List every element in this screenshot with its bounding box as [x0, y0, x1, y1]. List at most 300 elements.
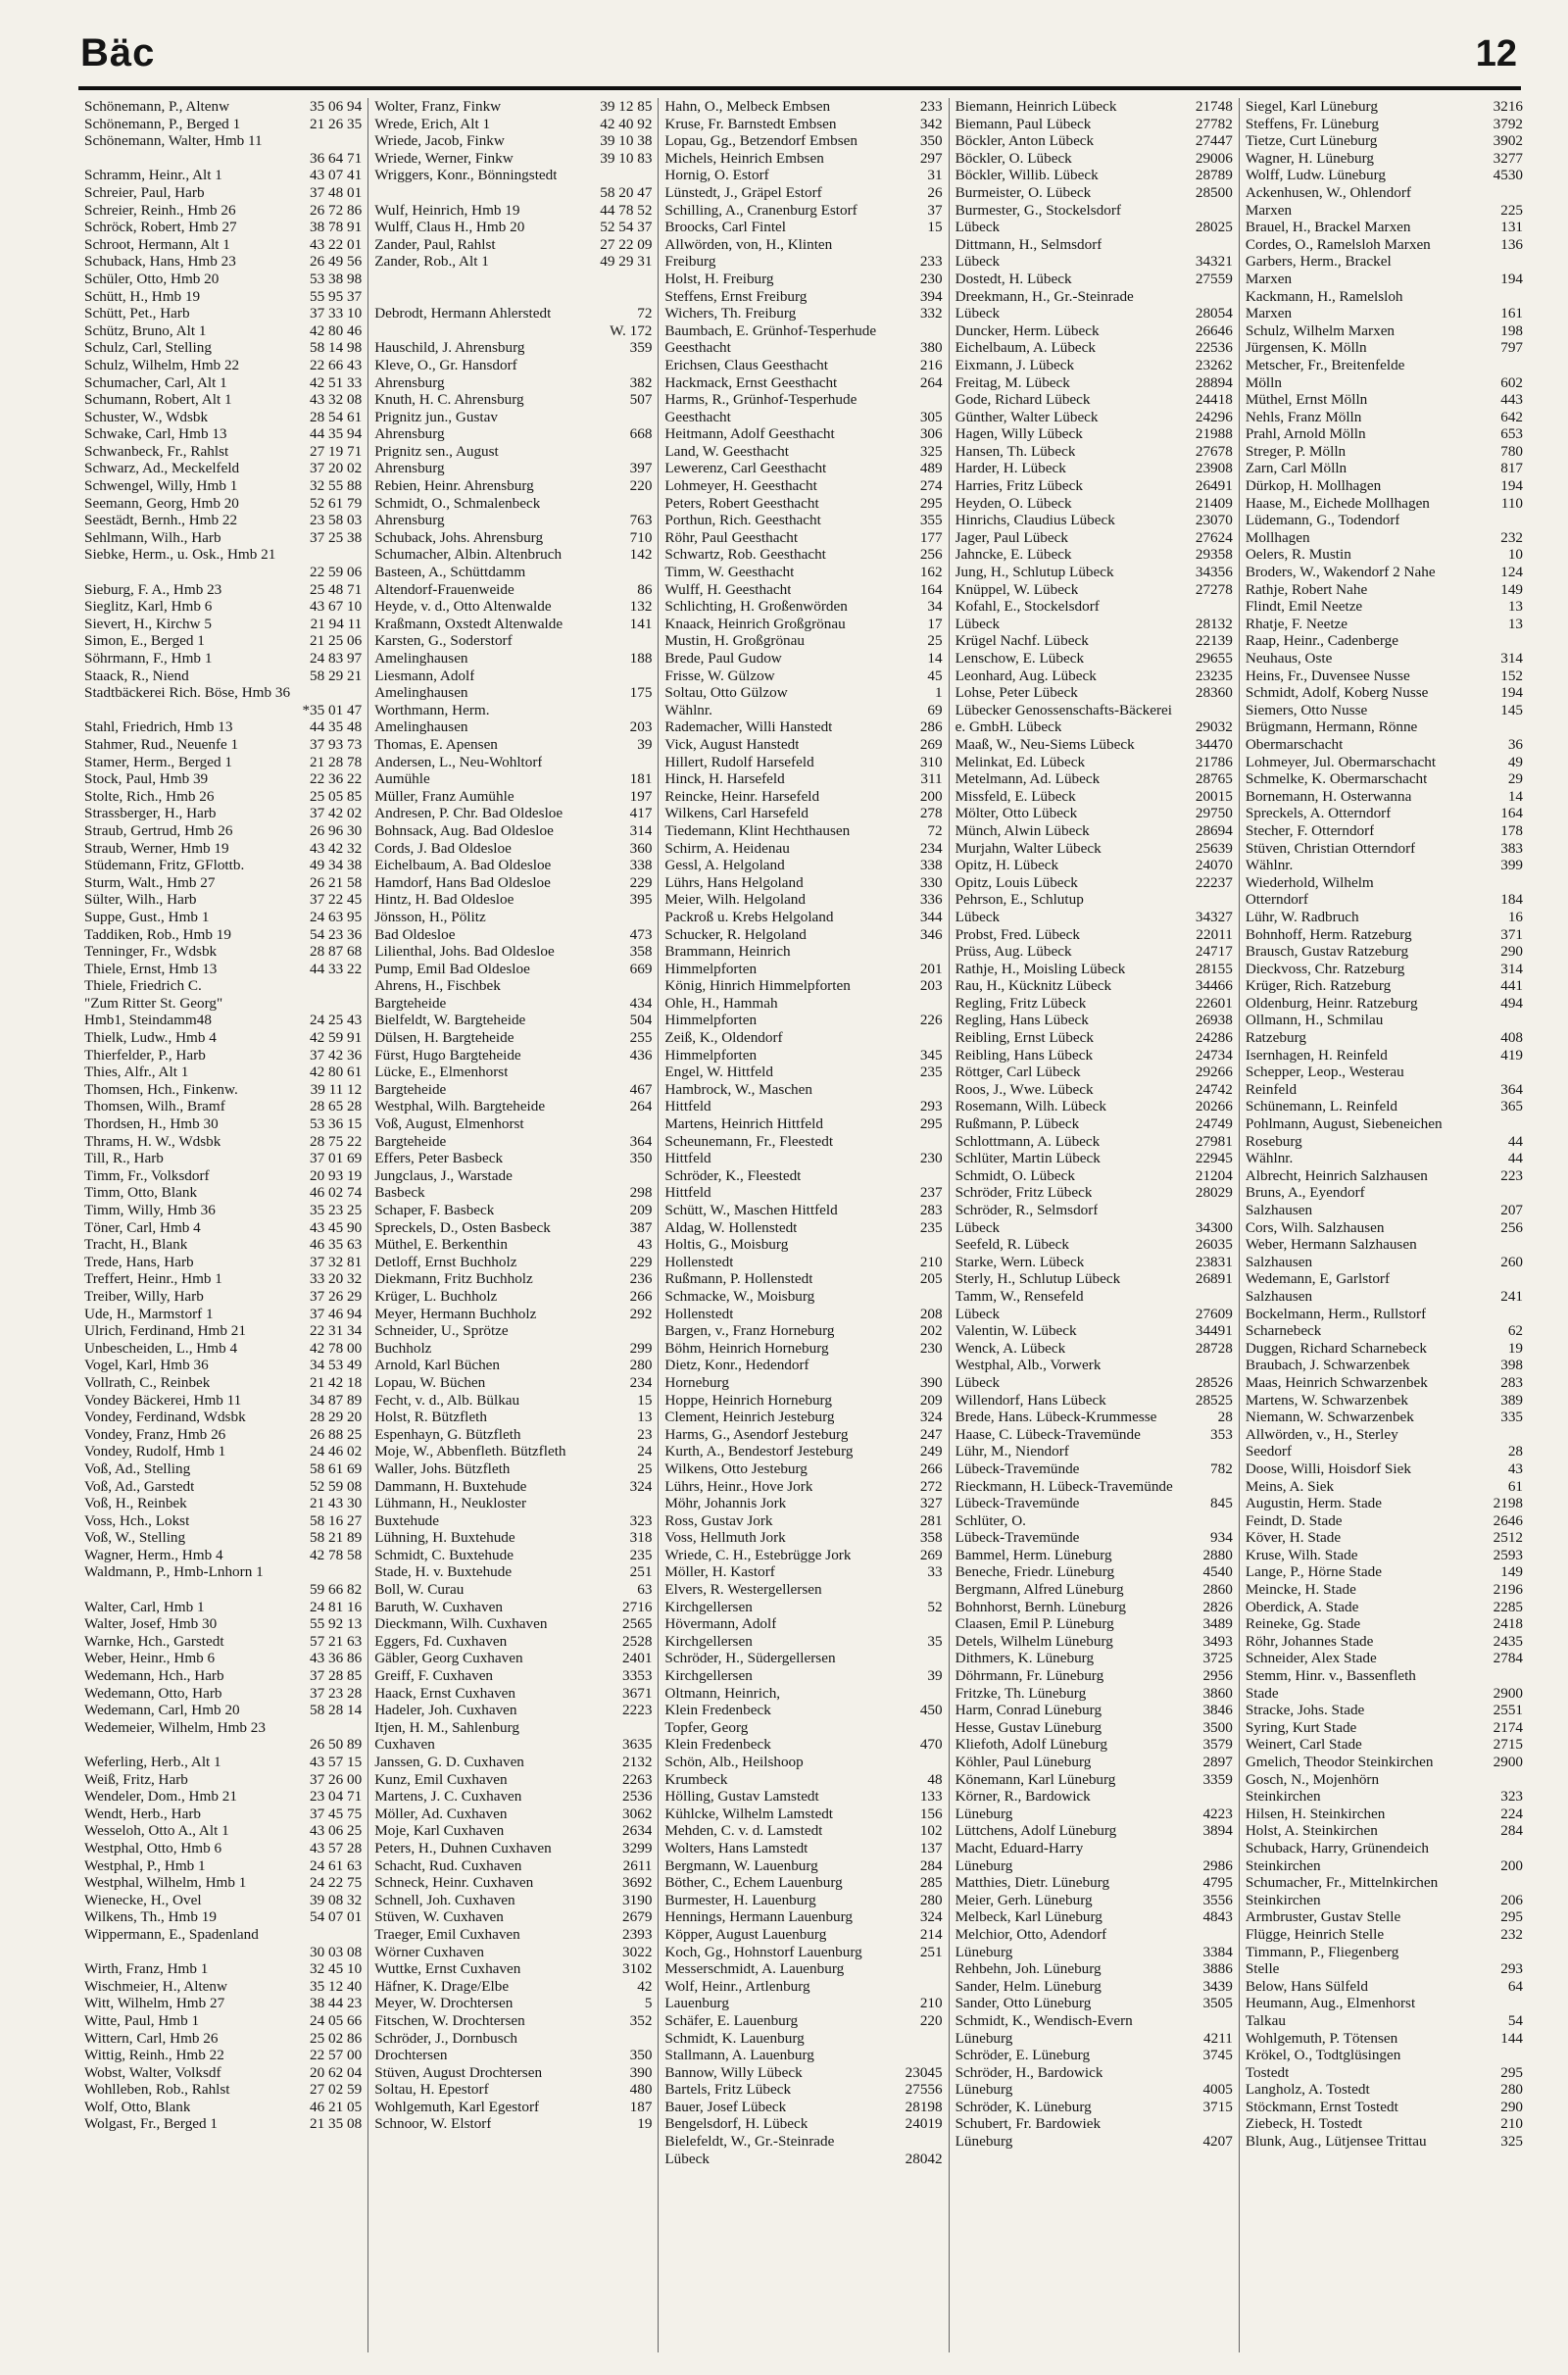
directory-entry	[1246, 857, 1523, 874]
entry-name: Karsten, G., Soderstorf	[374, 632, 513, 650]
directory-entry	[1246, 891, 1523, 909]
entry-name: Röhr, Paul Geesthacht	[664, 528, 799, 546]
directory-entry	[1246, 1098, 1523, 1115]
entry-name: Mollhagen	[1245, 528, 1310, 546]
directory-entry	[956, 1150, 1233, 1167]
directory-entry	[1246, 1064, 1523, 1081]
directory-entry	[664, 425, 942, 443]
entry-phone: 24070	[1195, 857, 1233, 874]
entry-phone: 295	[919, 494, 943, 512]
entry-name: "Zum Ritter St. Georg"	[84, 994, 223, 1012]
entry-name: Hesse, Gustav Lüneburg	[955, 1718, 1102, 1736]
entry-phone: 209	[919, 1391, 943, 1409]
entry-name: Maaß, W., Neu-Siems Lübeck	[955, 735, 1135, 753]
entry-phone: 39 12 85	[600, 98, 653, 115]
entry-name: Liesmann, Adolf	[374, 667, 475, 684]
entry-phone: 269	[919, 735, 943, 753]
entry-name: Wobst, Walter, Volksdf	[84, 2063, 221, 2081]
directory-entry	[84, 1167, 362, 1185]
entry-phone: 25 05 85	[310, 787, 363, 805]
directory-entry	[84, 1840, 362, 1857]
entry-name: Lühmann, H., Neukloster	[374, 1495, 526, 1512]
directory-entry	[1246, 564, 1523, 581]
entry-name: Holtis, G., Moisburg	[664, 1236, 789, 1254]
directory-entry	[956, 1944, 1233, 1961]
entry-name: Martens, W. Schwarzenbek	[1245, 1391, 1408, 1409]
directory-entry	[374, 718, 652, 736]
entry-phone: 24 63 95	[310, 908, 363, 925]
entry-phone: 2611	[622, 1856, 653, 1874]
entry-phone: 23045	[905, 2063, 943, 2081]
entry-name: Vondey, Franz, Hmb 26	[84, 1425, 226, 1443]
directory-entry	[84, 1667, 362, 1685]
entry-phone: 43 57 28	[310, 1839, 363, 1856]
entry-name: Lühr, M., Niendorf	[955, 1443, 1069, 1460]
directory-entry	[1246, 443, 1523, 461]
entry-name: Amelinghausen	[374, 650, 468, 667]
directory-entry	[1246, 2012, 1523, 2030]
directory-entry	[956, 718, 1233, 736]
directory-entry	[956, 788, 1233, 806]
entry-name: Dittmann, H., Selmsdorf	[955, 235, 1102, 253]
entry-phone: 34 87 89	[310, 1391, 363, 1409]
directory-entry	[84, 529, 362, 547]
directory-entry	[664, 1857, 942, 1875]
directory-entry	[1246, 305, 1523, 322]
entry-phone: 48	[927, 1770, 943, 1788]
directory-entry	[374, 150, 652, 168]
entry-name: Lührs, Hans Helgoland	[664, 873, 804, 891]
entry-name: Marxen	[1245, 270, 1293, 287]
entry-name: Wohlgemuth, P. Tötensen	[1245, 2029, 1398, 2047]
entry-name: Stüven, Christian Otterndorf	[1245, 839, 1416, 857]
directory-entry	[374, 116, 652, 133]
entry-phone: 335	[1500, 1409, 1524, 1426]
directory-entry	[664, 857, 942, 874]
directory-entry	[84, 1029, 362, 1047]
directory-entry	[1246, 357, 1523, 374]
entry-phone: 345	[919, 1046, 943, 1064]
entry-name: Schröder, Fritz Lübeck	[955, 1184, 1093, 1202]
entry-phone: 210	[919, 1995, 943, 2012]
directory-entry	[664, 1236, 942, 1254]
entry-phone: 280	[629, 1357, 653, 1374]
directory-entry	[374, 1133, 652, 1151]
directory-entry	[374, 736, 652, 754]
directory-entry	[664, 271, 942, 288]
entry-name: Wolgast, Fr., Berged 1	[84, 2115, 219, 2133]
directory-entry	[1246, 1892, 1523, 1909]
entry-name: Espenhayn, G. Bützfleth	[374, 1425, 521, 1443]
directory-entry	[84, 271, 362, 288]
directory-entry	[956, 512, 1233, 529]
directory-entry	[374, 1167, 652, 1185]
entry-name: Stade, H. v. Buxtehude	[374, 1563, 513, 1581]
entry-phone: 181	[629, 770, 653, 788]
entry-phone: 58 14 98	[310, 339, 363, 357]
entry-name: Schmidt, O. Lübeck	[955, 1166, 1075, 1184]
directory-entry	[84, 668, 362, 685]
entry-phone: 25	[637, 1460, 653, 1477]
entry-phone: 3671	[622, 1684, 653, 1702]
entry-phone: 38 78 91	[310, 219, 363, 236]
entry-phone: 286	[919, 718, 943, 736]
directory-entry	[664, 1960, 942, 1978]
entry-phone: 2593	[1493, 1546, 1524, 1563]
entry-name: Debrodt, Hermann Ahlerstedt	[374, 305, 552, 322]
entry-name: Kruse, Fr. Barnstedt Embsen	[664, 115, 837, 132]
entry-phone: 3886	[1202, 1960, 1233, 1978]
entry-phone: 201	[919, 960, 943, 977]
entry-phone: 311	[920, 770, 943, 788]
entry-phone: 36 64 71	[310, 149, 363, 167]
entry-phone: 364	[1500, 1080, 1524, 1098]
entry-name: Wohlgemuth, Karl Egestorf	[374, 2098, 540, 2115]
entry-phone: 203	[919, 977, 943, 995]
entry-phone: 43 22 01	[310, 235, 363, 253]
directory-entry	[84, 357, 362, 374]
entry-name: Horneburg	[664, 1373, 729, 1391]
entry-name: Dieckvoss, Chr. Ratzeburg	[1245, 960, 1405, 977]
entry-phone: 24 46 02	[310, 1443, 363, 1460]
entry-name: Hornig, O. Estorf	[664, 167, 769, 184]
directory-entry	[374, 770, 652, 788]
entry-name: Timmann, P., Fliegenberg	[1245, 1943, 1399, 1960]
entry-name: Köhler, Paul Lüneburg	[955, 1754, 1092, 1770]
directory-entry	[664, 305, 942, 322]
directory-entry	[956, 1874, 1233, 1892]
entry-name: Schröder, K., Fleestedt	[664, 1166, 802, 1184]
directory-entry	[1246, 2115, 1523, 2133]
directory-entry	[374, 977, 652, 995]
entry-phone: 43 36 86	[310, 1650, 363, 1667]
directory-entry	[84, 1908, 362, 1926]
directory-entry	[664, 805, 942, 822]
directory-entry	[1246, 1857, 1523, 1875]
directory-entry	[1246, 2047, 1523, 2064]
entry-name: Voss, Hellmuth Jork	[664, 1529, 786, 1547]
entry-name: Kliefoth, Adolf Lüneburg	[955, 1736, 1107, 1754]
entry-name: Peters, H., Duhnen Cuxhaven	[374, 1839, 552, 1856]
entry-name: Warnke, Hch., Garstedt	[84, 1632, 224, 1650]
entry-name: Schuback, Hans, Hmb 23	[84, 253, 236, 271]
entry-name: Wulff, H. Geesthacht	[664, 580, 792, 598]
directory-entry	[1246, 840, 1523, 858]
directory-entry	[1246, 167, 1523, 184]
entry-name: Obermarschacht	[1245, 735, 1344, 753]
entry-phone: 2715	[1493, 1736, 1524, 1754]
entry-phone: 55 95 37	[310, 287, 363, 305]
entry-phone: 14	[1507, 787, 1524, 805]
entry-name: Krumbeck	[664, 1770, 728, 1788]
directory-entry	[374, 1667, 652, 1685]
entry-name: Willendorf, Hans Lübeck	[955, 1391, 1106, 1409]
directory-entry	[664, 943, 942, 961]
directory-entry	[374, 926, 652, 944]
entry-name: Söhrmann, F., Hmb 1	[84, 650, 213, 667]
entry-name: Wählnr.	[1245, 857, 1294, 874]
directory-entry	[1246, 1685, 1523, 1703]
entry-phone: 24 81 16	[310, 1598, 363, 1615]
entry-phone: 251	[919, 1943, 943, 1960]
entry-name: Dostedt, H. Lübeck	[955, 270, 1072, 287]
directory-entry	[956, 1374, 1233, 1392]
entry-phone: 4005	[1202, 2081, 1233, 2099]
directory-entry	[84, 632, 362, 650]
entry-phone: 21 28 78	[310, 753, 363, 770]
entry-phone: 164	[1500, 805, 1524, 822]
directory-entry	[1246, 2099, 1523, 2116]
entry-name: Hollenstedt	[664, 1253, 734, 1270]
directory-entry	[84, 1512, 362, 1530]
entry-phone: 324	[919, 1908, 943, 1926]
entry-phone: 28 87 68	[310, 943, 363, 961]
entry-phone: 642	[1500, 408, 1524, 425]
entry-phone: 28198	[905, 2098, 943, 2115]
entry-phone: 365	[1500, 1098, 1524, 1115]
entry-phone: 230	[919, 1150, 943, 1167]
entry-phone: 206	[1500, 1891, 1524, 1908]
entry-name: Arnold, Karl Büchen	[374, 1357, 500, 1374]
entry-phone: 371	[1500, 925, 1524, 943]
entry-phone: 390	[919, 1373, 943, 1391]
directory-entry	[956, 1512, 1233, 1530]
entry-name: Hansen, Th. Lübeck	[955, 442, 1076, 460]
directory-entry	[84, 1736, 362, 1754]
directory-entry	[664, 1840, 942, 1857]
directory-entry	[1246, 1599, 1523, 1616]
entry-phone: 2174	[1493, 1718, 1524, 1736]
entry-name: Jürgensen, K. Mölln	[1245, 339, 1367, 357]
directory-entry	[956, 1115, 1233, 1133]
entry-phone: 281	[919, 1511, 943, 1529]
entry-phone: 24734	[1195, 1046, 1233, 1064]
entry-phone: 220	[919, 2011, 943, 2029]
entry-phone: 336	[919, 891, 943, 909]
entry-phone: 2880	[1202, 1546, 1233, 1563]
directory-entry	[664, 1788, 942, 1806]
entry-name: Treffert, Heinr., Hmb 1	[84, 1270, 222, 1288]
entry-name: Meier, Wilh. Helgoland	[664, 891, 806, 909]
directory-entry	[84, 409, 362, 426]
directory-entry	[84, 2047, 362, 2064]
directory-entry	[664, 1892, 942, 1909]
directory-entry	[374, 460, 652, 477]
entry-name: Lübeck	[955, 1373, 1001, 1391]
entry-name: Bohnhoff, Herm. Ratzeburg	[1245, 925, 1412, 943]
entry-name: Seefeld, R. Lübeck	[955, 1236, 1070, 1254]
directory-entry	[1246, 236, 1523, 254]
directory-entry	[956, 874, 1233, 892]
entry-phone: 131	[1500, 219, 1524, 236]
entry-name: Otterndorf	[1245, 891, 1308, 909]
entry-name: Eggers, Fd. Cuxhaven	[374, 1632, 508, 1650]
entry-phone: 43 07 41	[310, 167, 363, 184]
entry-phone: 22536	[1195, 339, 1233, 357]
entry-name: Voss, Hch., Lokst	[84, 1511, 190, 1529]
entry-phone: 57 21 63	[310, 1632, 363, 1650]
entry-name: Hauschild, J. Ahrensburg	[374, 339, 525, 357]
entry-name: Thomsen, Wilh., Bramf	[84, 1098, 225, 1115]
directory-entry	[1246, 1822, 1523, 1840]
directory-entry	[84, 1892, 362, 1909]
entry-phone: 61	[1507, 1477, 1524, 1495]
directory-entry	[1246, 1288, 1523, 1306]
directory-entry	[84, 770, 362, 788]
directory-entry	[956, 546, 1233, 564]
directory-entry	[664, 1615, 942, 1633]
directory-entry	[84, 1960, 362, 1978]
directory-entry	[374, 1857, 652, 1875]
entry-name: Elvers, R. Westergellersen	[664, 1581, 822, 1599]
entry-phone: 22 57 00	[310, 2047, 363, 2064]
directory-entry	[664, 460, 942, 477]
entry-name: Traeger, Emil Cuxhaven	[374, 1925, 520, 1943]
entry-name: Gessl, A. Helgoland	[664, 857, 785, 874]
entry-phone: 2263	[622, 1770, 653, 1788]
entry-name: Doose, Willi, Hoisdorf Siek	[1245, 1460, 1411, 1477]
entry-name: Thierfelder, P., Harb	[84, 1046, 206, 1064]
entry-name: Duggen, Richard Scharnebeck	[1245, 1339, 1427, 1357]
directory-entry	[956, 754, 1233, 771]
entry-name: Messerschmidt, A. Lauenburg	[664, 1960, 845, 1978]
entry-name: Koch, Gg., Hohnstorf Lauenburg	[664, 1943, 862, 1960]
entry-name: Schmidt, K., Wendisch-Evern	[955, 2011, 1133, 2029]
directory-entry	[84, 857, 362, 874]
directory-entry	[664, 391, 942, 409]
directory-entry	[374, 668, 652, 685]
entry-name: Knuth, H. C. Ahrensburg	[374, 391, 524, 409]
directory-entry	[374, 391, 652, 409]
entry-name: Dieckmann, Wilh. Cuxhaven	[374, 1615, 548, 1633]
entry-phone: 27782	[1195, 115, 1233, 132]
entry-name: Harms, R., Grünhof-Tesperhude	[664, 391, 858, 409]
entry-phone: 229	[629, 1253, 653, 1270]
entry-phone: 2393	[622, 1925, 653, 1943]
entry-name: Schröder, H., Südergellersen	[664, 1650, 836, 1667]
entry-phone: 2285	[1493, 1598, 1524, 1615]
entry-name: Lüdemann, G., Todendorf	[1245, 512, 1400, 529]
entry-phone: 24717	[1195, 943, 1233, 961]
directory-entry	[84, 1340, 362, 1358]
directory-entry	[374, 564, 652, 581]
entry-phone: 3353	[622, 1667, 653, 1685]
entry-phone: 417	[629, 805, 653, 822]
entry-name: Isernhagen, H. Reinfeld	[1245, 1046, 1388, 1064]
entry-name: Steffens, Fr. Lüneburg	[1245, 115, 1379, 132]
directory-entry	[374, 1047, 652, 1064]
entry-phone: 25	[927, 632, 943, 650]
entry-name: Westphal, Alb., Vorwerk	[955, 1357, 1102, 1374]
directory-entry	[664, 754, 942, 771]
directory-column	[659, 98, 949, 2352]
directory-entry	[374, 684, 652, 702]
entry-phone: 3277	[1493, 149, 1524, 167]
entry-phone: 251	[629, 1563, 653, 1581]
directory-entry	[956, 668, 1233, 685]
directory-entry	[374, 1908, 652, 1926]
directory-entry	[1246, 1219, 1523, 1237]
entry-name: Seedorf	[1245, 1443, 1293, 1460]
entry-name: Schröck, Robert, Hmb 27	[84, 219, 237, 236]
entry-name: Schönemann, Walter, Hmb 11	[84, 132, 263, 150]
entry-phone: 46 02 74	[310, 1184, 363, 1202]
directory-entry	[956, 2030, 1233, 2048]
entry-name: Biemann, Paul Lübeck	[955, 115, 1092, 132]
directory-entry	[664, 1029, 942, 1047]
entry-name: Heyde, v. d., Otto Altenwalde	[374, 598, 552, 616]
directory-entry	[956, 2081, 1233, 2099]
entry-phone: 22011	[1196, 925, 1233, 943]
entry-phone: 27678	[1195, 442, 1233, 460]
entry-name: Stelle	[1245, 1960, 1280, 1978]
entry-name: Stolte, Rich., Hmb 26	[84, 787, 215, 805]
directory-entry	[664, 1115, 942, 1133]
directory-entry	[84, 1270, 362, 1288]
entry-name: Krüger, Rich. Ratzeburg	[1245, 977, 1392, 995]
entry-phone: 54	[1507, 2011, 1524, 2029]
directory-entry	[1246, 909, 1523, 926]
entry-phone: 44 35 48	[310, 718, 363, 736]
entry-phone: 441	[1500, 977, 1524, 995]
directory-entry	[84, 1874, 362, 1892]
directory-entry	[84, 961, 362, 978]
directory-entry	[374, 2012, 652, 2030]
directory-entry	[374, 632, 652, 650]
directory-entry	[664, 288, 942, 306]
directory-entry	[664, 546, 942, 564]
entry-name: Krökel, O., Todtglüsingen	[1245, 2047, 1401, 2064]
entry-name: Lüneburg	[955, 2029, 1013, 2047]
directory-entry	[956, 236, 1233, 254]
directory-entry	[1246, 581, 1523, 599]
directory-entry	[1246, 702, 1523, 719]
entry-name: Hinck, H. Harsefeld	[664, 770, 785, 788]
entry-name: Sander, Otto Lüneburg	[955, 1995, 1092, 2012]
directory-entry	[84, 1547, 362, 1564]
entry-name: Wichers, Th. Freiburg	[664, 305, 797, 322]
entry-phone: 37 22 45	[310, 891, 363, 909]
entry-phone: 43 06 25	[310, 1822, 363, 1840]
entry-phone: 3493	[1202, 1632, 1233, 1650]
directory-entry	[374, 840, 652, 858]
entry-name: Prignitz jun., Gustav	[374, 408, 498, 425]
directory-entry	[956, 1478, 1233, 1496]
directory-entry	[1246, 1184, 1523, 1202]
entry-phone: 20015	[1195, 787, 1233, 805]
directory-entry	[956, 288, 1233, 306]
entry-phone: 27 19 71	[310, 442, 363, 460]
entry-phone: 37 26 29	[310, 1287, 363, 1305]
directory-entry	[84, 1460, 362, 1478]
entry-phone: 35 12 40	[310, 1977, 363, 1995]
entry-phone: 29266	[1195, 1064, 1233, 1081]
entry-phone: 34300	[1195, 1218, 1233, 1236]
entry-phone: 164	[919, 580, 943, 598]
entry-phone: 36	[1507, 735, 1524, 753]
entry-phone: 397	[629, 460, 653, 477]
entry-phone: 15	[637, 1391, 653, 1409]
entry-name: Jönsson, H., Pölitz	[374, 908, 486, 925]
entry-phone: 22 36 22	[310, 770, 363, 788]
entry-phone: 504	[629, 1012, 653, 1029]
entry-phone: 2956	[1202, 1667, 1233, 1685]
entry-name: Detels, Wilhelm Lüneburg	[955, 1632, 1113, 1650]
entry-name: Lewerenz, Carl Geesthacht	[664, 460, 827, 477]
entry-phone: 28	[1507, 1443, 1524, 1460]
directory-entry	[664, 512, 942, 529]
directory-entry	[956, 425, 1233, 443]
